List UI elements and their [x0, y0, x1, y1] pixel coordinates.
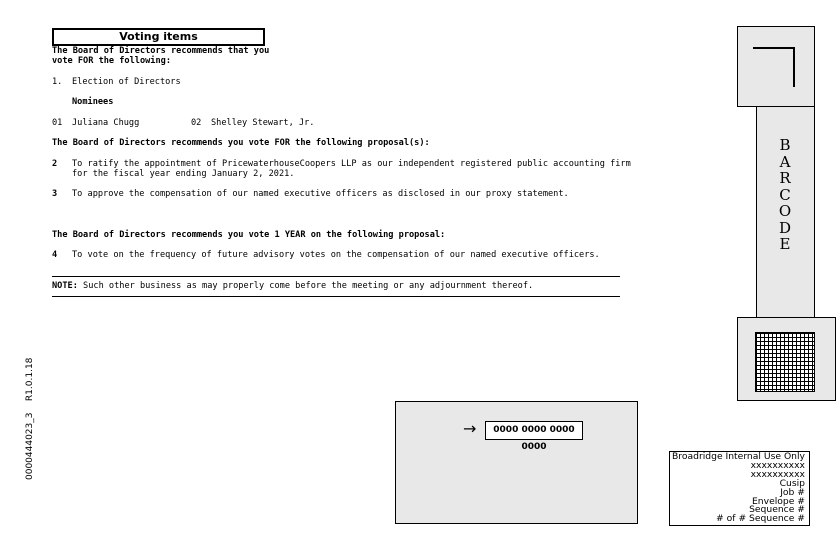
- nominees-label: Nominees: [72, 97, 114, 107]
- board-recommendation-1-year: The Board of Directors recommends you vote 1 YEAR on the following proposal:: [52, 230, 446, 240]
- board-recommendation-line-2: vote FOR the following:: [52, 56, 171, 66]
- corner-mark: [753, 47, 795, 87]
- arrow-right-icon: →: [463, 419, 477, 438]
- registration-corner-box: [737, 26, 815, 107]
- barcode-letter: O: [778, 202, 793, 220]
- note-text: Such other business as may properly come before the meeting or any adjournment thereof.: [77, 281, 534, 291]
- nominee-2-number: 02: [191, 118, 202, 128]
- grid-barcode-icon: [755, 332, 815, 392]
- barcode-letter: E: [779, 235, 792, 253]
- barcode-letter: C: [779, 185, 792, 204]
- barcode-letter: R: [779, 169, 792, 187]
- item-3-number: 3: [52, 189, 58, 199]
- item-4-number: 4: [52, 250, 58, 260]
- nominee-1-number: 01: [52, 118, 63, 128]
- divider-bottom: [52, 296, 620, 297]
- control-number-field: 0000 0000 0000 0000: [485, 421, 583, 440]
- broadridge-line: xxxxxxxxxx: [750, 459, 805, 471]
- broadridge-line: xxxxxxxxxx: [750, 468, 805, 480]
- barcode-letter: D: [778, 218, 793, 237]
- barcode-letter: B: [779, 136, 792, 154]
- item-1-text: Election of Directors: [72, 77, 181, 87]
- nominee-2-name: Shelley Stewart, Jr.: [211, 118, 315, 128]
- 2d-barcode-box: [737, 317, 836, 401]
- broadridge-line: Job #: [780, 486, 805, 498]
- board-recommendation-proposals: The Board of Directors recommends you vote FOR the following proposal(s):: [52, 138, 430, 148]
- item-2-text-line-2: for the fiscal year ending January 2, 2021.: [72, 169, 295, 179]
- item-1-number: 1.: [52, 77, 63, 87]
- note-label: NOTE:: [52, 281, 78, 291]
- broadridge-internal-box: [669, 451, 810, 526]
- item-3-text: To approve the compensation of our named executive officers as disclosed in our proxy statement.: [72, 189, 569, 199]
- barcode-letter: A: [779, 152, 792, 171]
- barcode-label: [757, 137, 814, 253]
- broadridge-line: Sequence #: [749, 504, 805, 516]
- control-number-box: [395, 401, 638, 524]
- barcode-strip: [756, 106, 815, 318]
- item-4-text: To vote on the frequency of future advisory votes on the compensation of our named executive officers.: [72, 250, 600, 260]
- nominee-1-name: Juliana Chugg: [72, 118, 140, 128]
- divider-top: [52, 276, 620, 277]
- note: [52, 282, 533, 291]
- board-recommendation-line-1: The Board of Directors recommends that you: [52, 46, 270, 56]
- item-2-text-line-1: To ratify the appointment of PricewaterhouseCoopers LLP as our independent registered public accounting firm: [72, 159, 631, 169]
- item-2-number: 2: [52, 159, 58, 169]
- broadridge-line: Broadridge Internal Use Only: [672, 451, 805, 462]
- broadridge-line: Envelope #: [752, 495, 805, 507]
- section-title: Voting items: [52, 28, 265, 46]
- side-document-code: 0000444023_3 R1.0.1.18: [25, 357, 35, 480]
- broadridge-line: Cusip: [779, 477, 805, 489]
- broadridge-line: # of # Sequence #: [716, 513, 805, 525]
